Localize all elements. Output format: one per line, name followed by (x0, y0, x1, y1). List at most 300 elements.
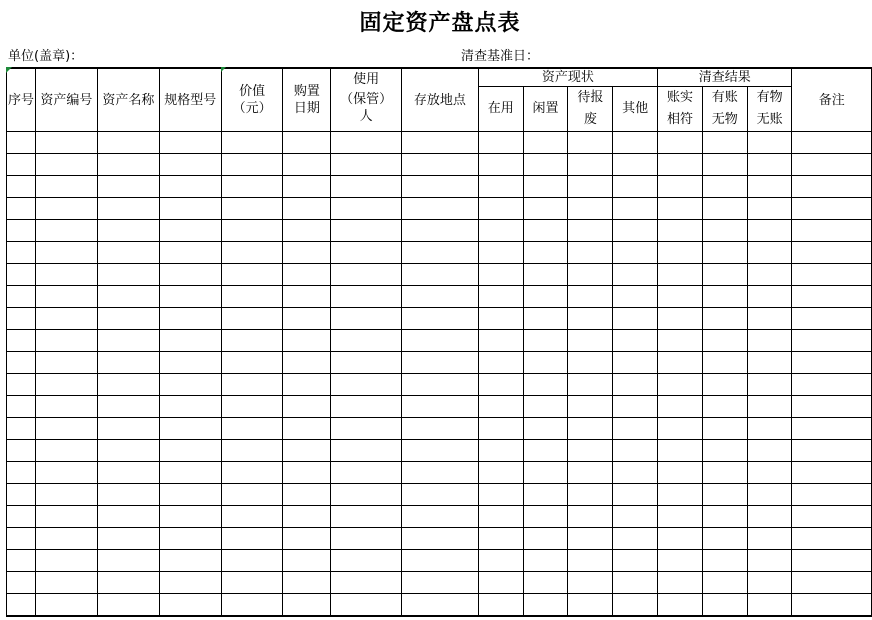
table-cell[interactable] (568, 418, 613, 440)
table-cell[interactable] (159, 330, 221, 352)
table-cell[interactable] (402, 176, 479, 198)
table-cell[interactable] (568, 528, 613, 550)
table-cell[interactable] (7, 418, 36, 440)
table-cell[interactable] (523, 286, 568, 308)
table-cell[interactable] (331, 220, 402, 242)
table-cell[interactable] (658, 374, 703, 396)
table-cell[interactable] (97, 374, 159, 396)
table-cell[interactable] (747, 484, 792, 506)
table-cell[interactable] (613, 396, 658, 418)
table-cell[interactable] (568, 176, 613, 198)
table-cell[interactable] (478, 374, 523, 396)
table-cell[interactable] (478, 396, 523, 418)
table-cell[interactable] (221, 484, 283, 506)
table-cell[interactable] (331, 396, 402, 418)
table-cell[interactable] (568, 484, 613, 506)
table-cell[interactable] (97, 242, 159, 264)
table-cell[interactable] (97, 286, 159, 308)
table-cell[interactable] (221, 572, 283, 594)
table-cell[interactable] (792, 242, 872, 264)
table-cell[interactable] (702, 418, 747, 440)
table-cell[interactable] (658, 132, 703, 154)
table-cell[interactable] (613, 242, 658, 264)
table-cell[interactable] (402, 506, 479, 528)
table-cell[interactable] (478, 528, 523, 550)
table-cell[interactable] (523, 528, 568, 550)
table-cell[interactable] (747, 462, 792, 484)
table-cell[interactable] (35, 440, 97, 462)
table-cell[interactable] (613, 528, 658, 550)
table-cell[interactable] (402, 418, 479, 440)
table-cell[interactable] (7, 176, 36, 198)
table-cell[interactable] (283, 462, 331, 484)
table-cell[interactable] (658, 506, 703, 528)
table-cell[interactable] (702, 198, 747, 220)
table-cell[interactable] (613, 330, 658, 352)
table-cell[interactable] (35, 198, 97, 220)
table-cell[interactable] (568, 594, 613, 617)
table-cell[interactable] (35, 462, 97, 484)
table-cell[interactable] (283, 198, 331, 220)
table-cell[interactable] (568, 506, 613, 528)
table-cell[interactable] (792, 176, 872, 198)
table-cell[interactable] (478, 352, 523, 374)
table-cell[interactable] (613, 308, 658, 330)
table-cell[interactable] (523, 484, 568, 506)
table-cell[interactable] (7, 528, 36, 550)
header-purchase-date[interactable] (283, 68, 331, 132)
table-cell[interactable] (159, 396, 221, 418)
table-cell[interactable] (7, 484, 36, 506)
table-cell[interactable] (7, 462, 36, 484)
table-cell[interactable] (658, 462, 703, 484)
table-cell[interactable] (35, 176, 97, 198)
table-cell[interactable] (331, 308, 402, 330)
table-cell[interactable] (97, 550, 159, 572)
table-cell[interactable] (221, 396, 283, 418)
table-cell[interactable] (792, 374, 872, 396)
table-cell[interactable] (613, 484, 658, 506)
table-cell[interactable] (747, 242, 792, 264)
table-cell[interactable] (331, 198, 402, 220)
table-cell[interactable] (747, 550, 792, 572)
table-cell[interactable] (747, 308, 792, 330)
table-cell[interactable] (35, 506, 97, 528)
table-cell[interactable] (613, 264, 658, 286)
table-cell[interactable] (97, 440, 159, 462)
table-cell[interactable] (35, 396, 97, 418)
table-cell[interactable] (523, 264, 568, 286)
table-cell[interactable] (568, 198, 613, 220)
table-cell[interactable] (159, 528, 221, 550)
table-cell[interactable] (159, 286, 221, 308)
table-cell[interactable] (658, 198, 703, 220)
table-cell[interactable] (478, 264, 523, 286)
table-cell[interactable] (35, 550, 97, 572)
table-cell[interactable] (478, 198, 523, 220)
table-cell[interactable] (568, 286, 613, 308)
table-cell[interactable] (159, 484, 221, 506)
table-cell[interactable] (402, 242, 479, 264)
table-cell[interactable] (568, 572, 613, 594)
table-cell[interactable] (658, 396, 703, 418)
table-cell[interactable] (35, 528, 97, 550)
table-cell[interactable] (747, 396, 792, 418)
table-cell[interactable] (35, 374, 97, 396)
table-cell[interactable] (35, 572, 97, 594)
table-cell[interactable] (35, 242, 97, 264)
table-cell[interactable] (613, 506, 658, 528)
table-cell[interactable] (7, 506, 36, 528)
header-status-scrap[interactable] (568, 87, 613, 132)
table-cell[interactable] (523, 242, 568, 264)
table-cell[interactable] (221, 264, 283, 286)
table-cell[interactable] (523, 132, 568, 154)
table-cell[interactable] (702, 242, 747, 264)
table-cell[interactable] (613, 154, 658, 176)
table-cell[interactable] (568, 462, 613, 484)
table-cell[interactable] (613, 572, 658, 594)
table-cell[interactable] (478, 132, 523, 154)
table-cell[interactable] (7, 308, 36, 330)
table-cell[interactable] (702, 176, 747, 198)
table-cell[interactable] (523, 396, 568, 418)
table-cell[interactable] (702, 286, 747, 308)
table-cell[interactable] (792, 594, 872, 617)
table-cell[interactable] (792, 418, 872, 440)
header-status-in-use[interactable]: 在用 (478, 87, 523, 132)
header-status-group[interactable]: 资产现状 (478, 68, 657, 87)
table-cell[interactable] (402, 396, 479, 418)
table-cell[interactable] (97, 198, 159, 220)
table-cell[interactable] (7, 374, 36, 396)
table-cell[interactable] (568, 264, 613, 286)
table-cell[interactable] (747, 286, 792, 308)
table-cell[interactable] (221, 418, 283, 440)
table-cell[interactable] (747, 594, 792, 617)
table-cell[interactable] (568, 154, 613, 176)
table-cell[interactable] (221, 440, 283, 462)
table-cell[interactable] (7, 220, 36, 242)
table-cell[interactable] (792, 330, 872, 352)
table-cell[interactable] (523, 176, 568, 198)
table-cell[interactable] (613, 352, 658, 374)
table-cell[interactable] (331, 484, 402, 506)
table-cell[interactable] (702, 484, 747, 506)
table-cell[interactable] (331, 286, 402, 308)
table-cell[interactable] (478, 154, 523, 176)
table-cell[interactable] (221, 374, 283, 396)
table-cell[interactable] (702, 550, 747, 572)
table-cell[interactable] (283, 264, 331, 286)
table-cell[interactable] (613, 176, 658, 198)
table-cell[interactable] (478, 594, 523, 617)
table-cell[interactable] (159, 440, 221, 462)
table-cell[interactable] (35, 264, 97, 286)
table-cell[interactable] (792, 550, 872, 572)
table-cell[interactable] (7, 242, 36, 264)
table-cell[interactable] (478, 440, 523, 462)
table-cell[interactable] (702, 462, 747, 484)
table-cell[interactable] (159, 352, 221, 374)
table-cell[interactable] (159, 242, 221, 264)
table-cell[interactable] (792, 132, 872, 154)
table-cell[interactable] (747, 132, 792, 154)
table-cell[interactable] (159, 506, 221, 528)
table-cell[interactable] (613, 418, 658, 440)
table-cell[interactable] (478, 242, 523, 264)
table-cell[interactable] (221, 154, 283, 176)
table-cell[interactable] (613, 440, 658, 462)
table-cell[interactable] (702, 572, 747, 594)
table-cell[interactable] (523, 506, 568, 528)
table-cell[interactable] (747, 506, 792, 528)
table-cell[interactable] (97, 528, 159, 550)
table-cell[interactable] (702, 528, 747, 550)
table-cell[interactable] (613, 220, 658, 242)
table-cell[interactable] (478, 330, 523, 352)
header-user[interactable] (331, 68, 402, 132)
table-cell[interactable] (7, 440, 36, 462)
table-cell[interactable] (283, 308, 331, 330)
table-cell[interactable] (97, 154, 159, 176)
table-cell[interactable] (658, 418, 703, 440)
table-cell[interactable] (613, 462, 658, 484)
table-cell[interactable] (478, 220, 523, 242)
table-cell[interactable] (402, 440, 479, 462)
table-cell[interactable] (331, 330, 402, 352)
table-cell[interactable] (568, 440, 613, 462)
table-cell[interactable] (702, 506, 747, 528)
table-cell[interactable] (613, 286, 658, 308)
table-cell[interactable] (747, 154, 792, 176)
table-cell[interactable] (747, 572, 792, 594)
table-cell[interactable] (792, 396, 872, 418)
header-result-match[interactable] (658, 87, 703, 132)
table-cell[interactable] (747, 330, 792, 352)
table-cell[interactable] (702, 154, 747, 176)
table-cell[interactable] (159, 154, 221, 176)
table-cell[interactable] (658, 330, 703, 352)
table-cell[interactable] (283, 286, 331, 308)
table-cell[interactable] (221, 462, 283, 484)
table-cell[interactable] (702, 396, 747, 418)
table-cell[interactable] (7, 550, 36, 572)
table-cell[interactable] (702, 264, 747, 286)
table-cell[interactable] (283, 506, 331, 528)
table-cell[interactable] (402, 484, 479, 506)
header-asset-name[interactable]: 资产名称 (97, 68, 159, 132)
table-cell[interactable] (792, 154, 872, 176)
table-cell[interactable] (283, 484, 331, 506)
table-cell[interactable] (523, 374, 568, 396)
table-cell[interactable] (35, 330, 97, 352)
table-cell[interactable] (331, 418, 402, 440)
table-cell[interactable] (7, 396, 36, 418)
table-cell[interactable] (792, 462, 872, 484)
table-cell[interactable] (792, 220, 872, 242)
table-cell[interactable] (283, 440, 331, 462)
table-cell[interactable] (7, 352, 36, 374)
table-cell[interactable] (221, 352, 283, 374)
table-cell[interactable] (97, 484, 159, 506)
header-result-group[interactable]: 清查结果 (658, 68, 792, 87)
table-cell[interactable] (792, 572, 872, 594)
table-cell[interactable] (568, 242, 613, 264)
table-cell[interactable] (402, 462, 479, 484)
table-cell[interactable] (523, 440, 568, 462)
table-cell[interactable] (747, 440, 792, 462)
table-cell[interactable] (402, 220, 479, 242)
table-cell[interactable] (478, 286, 523, 308)
table-cell[interactable] (523, 154, 568, 176)
table-cell[interactable] (747, 528, 792, 550)
table-cell[interactable] (35, 154, 97, 176)
table-cell[interactable] (7, 594, 36, 617)
table-cell[interactable] (159, 374, 221, 396)
table-cell[interactable] (283, 352, 331, 374)
header-asset-no[interactable]: 资产编号 (35, 68, 97, 132)
table-cell[interactable] (402, 594, 479, 617)
table-cell[interactable] (402, 374, 479, 396)
table-cell[interactable] (747, 374, 792, 396)
header-seq[interactable]: 序号 (7, 68, 36, 132)
table-cell[interactable] (283, 528, 331, 550)
table-cell[interactable] (658, 550, 703, 572)
table-cell[interactable] (35, 132, 97, 154)
table-cell[interactable] (331, 462, 402, 484)
table-cell[interactable] (702, 132, 747, 154)
table-cell[interactable] (792, 198, 872, 220)
table-cell[interactable] (658, 440, 703, 462)
table-cell[interactable] (747, 352, 792, 374)
table-cell[interactable] (613, 132, 658, 154)
table-cell[interactable] (159, 462, 221, 484)
table-cell[interactable] (747, 220, 792, 242)
table-cell[interactable] (658, 220, 703, 242)
table-cell[interactable] (331, 528, 402, 550)
header-result-no-item[interactable] (702, 87, 747, 132)
header-value[interactable] (221, 68, 283, 132)
table-cell[interactable] (159, 308, 221, 330)
table-cell[interactable] (7, 286, 36, 308)
table-cell[interactable] (331, 154, 402, 176)
table-cell[interactable] (402, 198, 479, 220)
header-status-idle[interactable]: 闲置 (523, 87, 568, 132)
table-cell[interactable] (331, 374, 402, 396)
table-cell[interactable] (159, 572, 221, 594)
table-cell[interactable] (792, 352, 872, 374)
table-cell[interactable] (159, 550, 221, 572)
table-cell[interactable] (159, 220, 221, 242)
table-cell[interactable] (331, 550, 402, 572)
header-location[interactable]: 存放地点 (402, 68, 479, 132)
table-cell[interactable] (613, 198, 658, 220)
table-cell[interactable] (221, 528, 283, 550)
table-cell[interactable] (35, 352, 97, 374)
table-cell[interactable] (35, 308, 97, 330)
table-cell[interactable] (702, 330, 747, 352)
table-cell[interactable] (478, 572, 523, 594)
table-cell[interactable] (792, 264, 872, 286)
table-cell[interactable] (331, 132, 402, 154)
table-cell[interactable] (221, 308, 283, 330)
table-cell[interactable] (283, 418, 331, 440)
table-cell[interactable] (658, 484, 703, 506)
table-cell[interactable] (283, 242, 331, 264)
table-cell[interactable] (402, 528, 479, 550)
table-cell[interactable] (568, 330, 613, 352)
table-cell[interactable] (568, 220, 613, 242)
table-cell[interactable] (7, 132, 36, 154)
table-cell[interactable] (331, 440, 402, 462)
table-cell[interactable] (568, 550, 613, 572)
header-spec[interactable]: 规格型号 (159, 68, 221, 132)
table-cell[interactable] (221, 594, 283, 617)
table-cell[interactable] (568, 352, 613, 374)
table-cell[interactable] (792, 528, 872, 550)
table-cell[interactable] (523, 330, 568, 352)
table-cell[interactable] (7, 330, 36, 352)
table-cell[interactable] (747, 198, 792, 220)
table-cell[interactable] (523, 594, 568, 617)
table-cell[interactable] (283, 154, 331, 176)
table-cell[interactable] (402, 286, 479, 308)
table-cell[interactable] (221, 198, 283, 220)
table-cell[interactable] (283, 132, 331, 154)
table-cell[interactable] (97, 176, 159, 198)
table-cell[interactable] (283, 594, 331, 617)
header-result-no-account[interactable] (747, 87, 792, 132)
table-cell[interactable] (97, 396, 159, 418)
table-cell[interactable] (613, 374, 658, 396)
table-cell[interactable] (97, 352, 159, 374)
table-cell[interactable] (97, 462, 159, 484)
table-cell[interactable] (159, 418, 221, 440)
table-cell[interactable] (523, 352, 568, 374)
table-cell[interactable] (159, 264, 221, 286)
table-cell[interactable] (283, 374, 331, 396)
table-cell[interactable] (402, 154, 479, 176)
table-cell[interactable] (747, 264, 792, 286)
table-cell[interactable] (792, 308, 872, 330)
table-cell[interactable] (523, 308, 568, 330)
table-cell[interactable] (331, 506, 402, 528)
table-cell[interactable] (478, 484, 523, 506)
table-cell[interactable] (97, 594, 159, 617)
table-cell[interactable] (97, 308, 159, 330)
table-cell[interactable] (35, 594, 97, 617)
table-cell[interactable] (523, 550, 568, 572)
table-cell[interactable] (97, 264, 159, 286)
table-cell[interactable] (35, 220, 97, 242)
table-cell[interactable] (221, 550, 283, 572)
table-cell[interactable] (478, 462, 523, 484)
table-cell[interactable] (613, 550, 658, 572)
table-cell[interactable] (478, 506, 523, 528)
table-cell[interactable] (331, 176, 402, 198)
table-cell[interactable] (331, 264, 402, 286)
table-cell[interactable] (702, 220, 747, 242)
table-cell[interactable] (35, 418, 97, 440)
table-cell[interactable] (35, 286, 97, 308)
table-cell[interactable] (658, 572, 703, 594)
table-cell[interactable] (523, 572, 568, 594)
table-cell[interactable] (283, 330, 331, 352)
table-cell[interactable] (402, 132, 479, 154)
table-cell[interactable] (221, 220, 283, 242)
header-status-other[interactable]: 其他 (613, 87, 658, 132)
